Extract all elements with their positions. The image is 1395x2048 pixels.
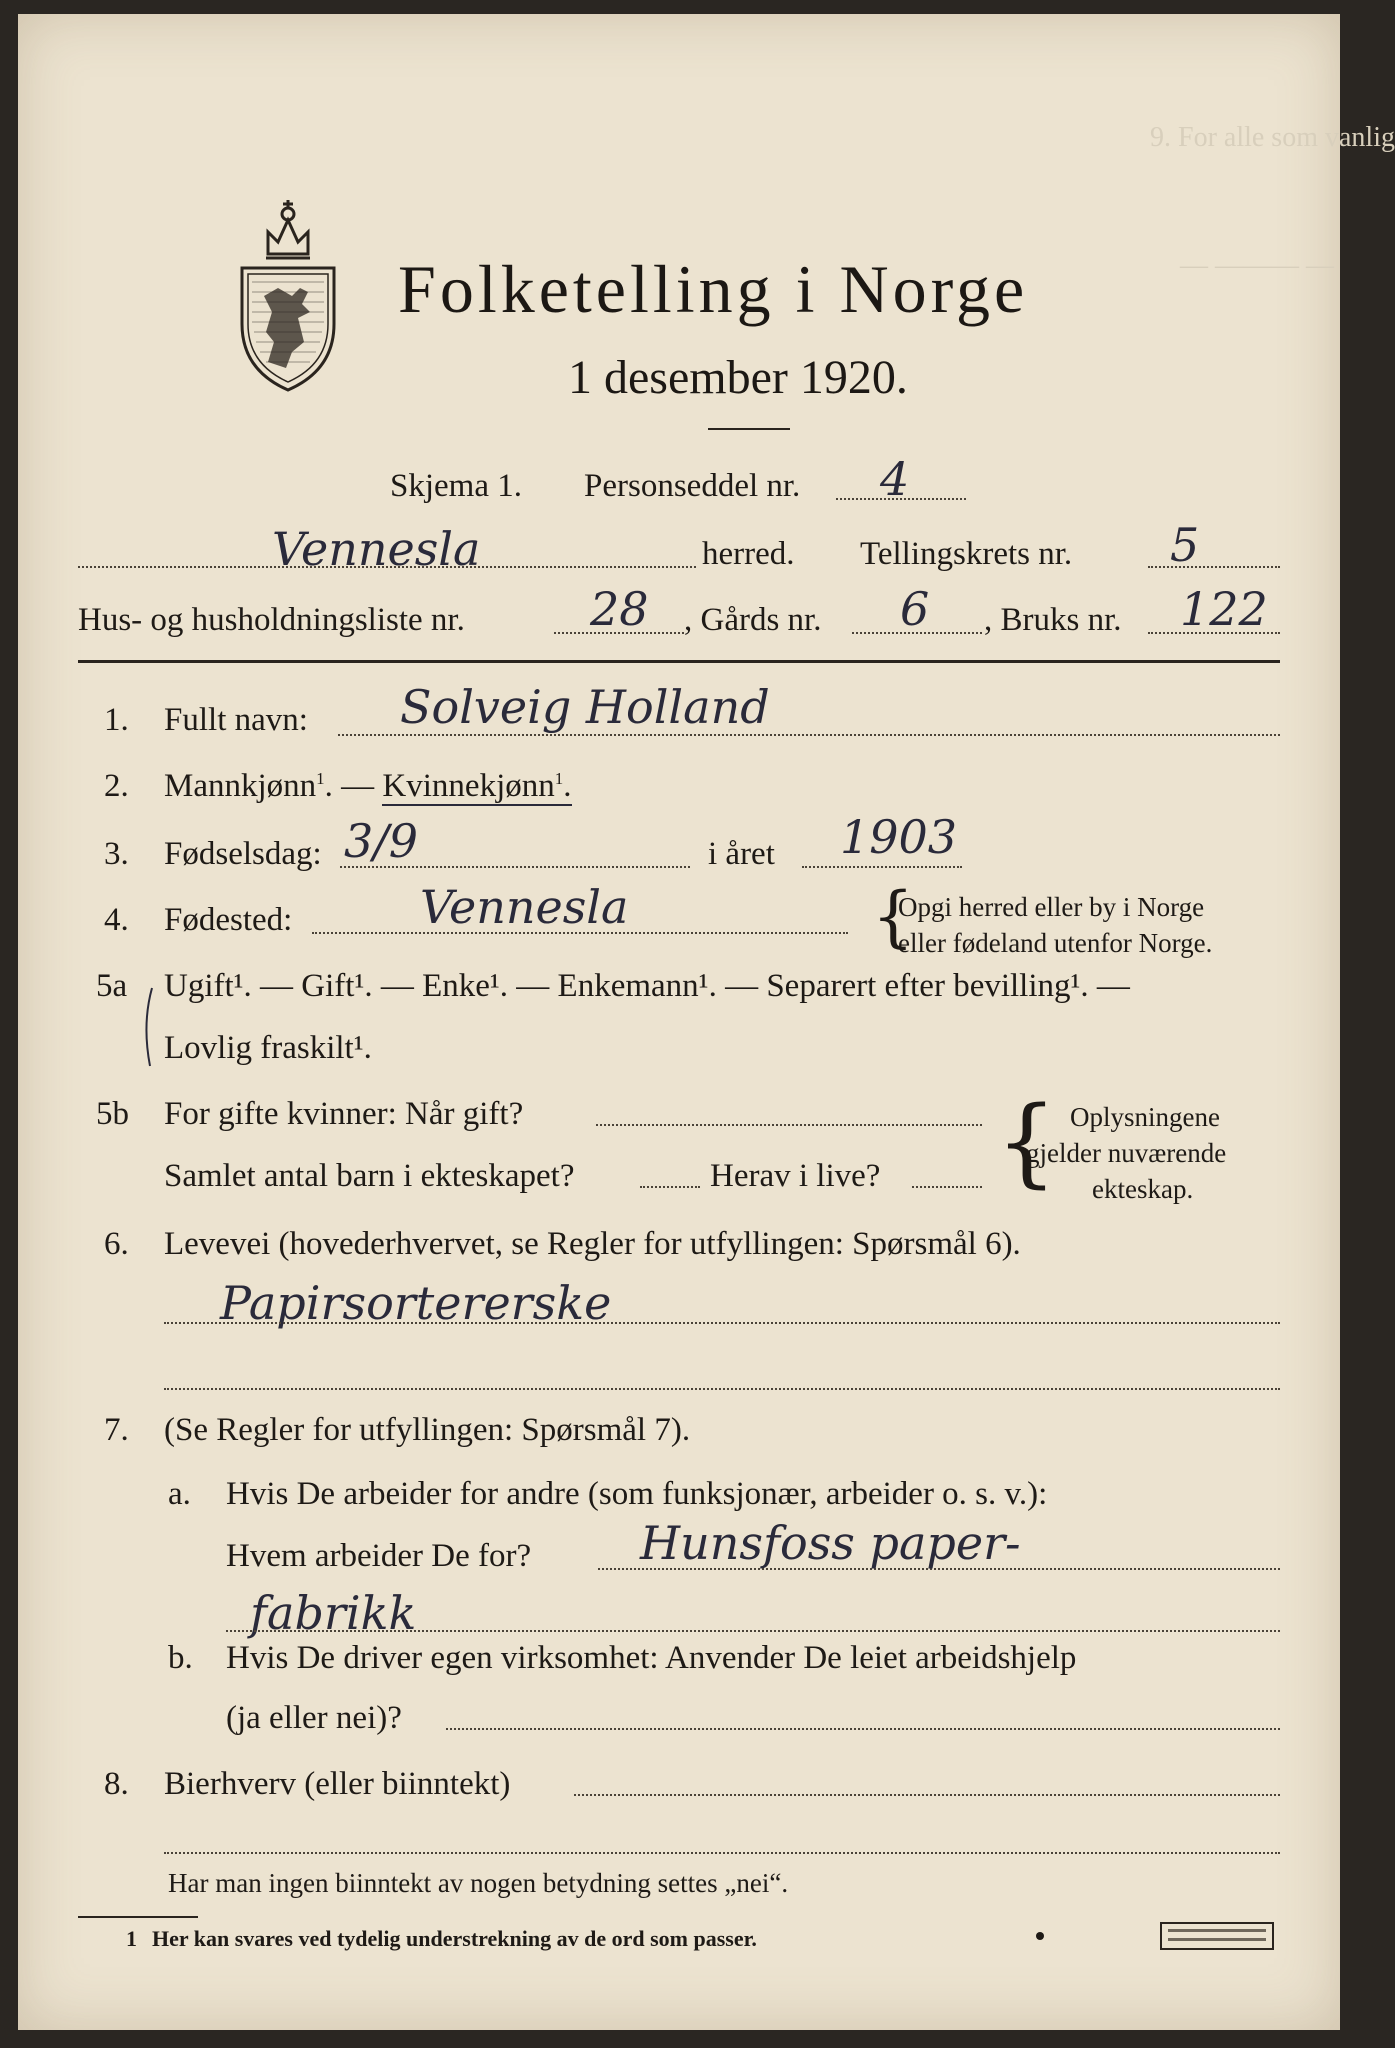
employer-value-line1[interactable]: Hunsfoss paper-: [640, 1516, 1021, 1570]
husliste-value[interactable]: 28: [590, 582, 649, 636]
birth-year-value[interactable]: 1903: [840, 810, 958, 864]
ink-dot: [1036, 1932, 1044, 1940]
option-male[interactable]: Mannkjønn: [164, 768, 317, 804]
tellingskrets-label: Tellingskrets nr.: [860, 536, 1073, 572]
q4-brace: {: [872, 878, 914, 955]
q8-label: Bierhverv (eller biinntekt): [164, 1766, 511, 1802]
personseddel-label: Personseddel nr.: [584, 468, 801, 504]
q4-note-line1: Opgi herred eller by i Norge: [898, 892, 1205, 922]
q7a-dotted-line-2: [226, 1630, 1280, 1632]
title-divider: [708, 428, 790, 430]
q7a-letter: a.: [168, 1476, 191, 1512]
q5b-alive-dotted-line: [912, 1186, 982, 1188]
gards-label: , Gårds nr.: [684, 602, 822, 638]
bleed-through-text: 9. For alle som vanlig: [1150, 122, 1395, 153]
herred-label: herred.: [702, 536, 795, 572]
birthplace-value[interactable]: Vennesla: [420, 880, 629, 934]
birthday-value[interactable]: 3/9: [344, 814, 419, 868]
q7b-label-yes-no: (ja eller nei)?: [226, 1700, 402, 1736]
q5b-brace: {: [996, 1086, 1058, 1198]
ugift-selection-mark: [140, 984, 340, 1074]
q7b-letter: b.: [168, 1640, 193, 1676]
q2-options: Mannkjønn$^1$. — Kvinnekjønn$^1$.: [164, 768, 572, 804]
q8-number: 8.: [104, 1766, 129, 1802]
q5b-label-alive: Herav i live?: [710, 1158, 881, 1194]
bruks-label: , Bruks nr.: [984, 602, 1122, 638]
schema-label: Skjema 1.: [390, 468, 522, 504]
q5a-number: 5a: [96, 968, 128, 1004]
footnote-text: Her kan svares ved tydelig understrekning av de ord som passer.: [152, 1926, 757, 1951]
option-female-underlined[interactable]: Kvinnekjønn$^1$.: [382, 768, 572, 804]
footnote-divider: [78, 1916, 198, 1918]
q5b-label-married: For gifte kvinner: Når gift?: [164, 1096, 524, 1132]
footnote-marker: 1: [126, 1926, 137, 1951]
q5b-number: 5b: [96, 1096, 129, 1132]
bleed-through-text: — ——— —: [1180, 250, 1334, 281]
q4-note-line2: eller fødeland utenfor Norge.: [898, 928, 1213, 958]
tellingskrets-dotted-line: [1148, 566, 1280, 568]
q8-dotted-line-1: [574, 1794, 1280, 1796]
tellingskrets-value[interactable]: 5: [1170, 518, 1200, 572]
full-name-value[interactable]: Solveig Holland: [400, 680, 770, 734]
q5b-married-dotted-line: [596, 1124, 982, 1126]
personseddel-value[interactable]: 4: [880, 452, 910, 506]
q5b-note-line1: Oplysningene: [1070, 1102, 1220, 1132]
herred-value[interactable]: Vennesla: [272, 522, 481, 576]
q1-label: Fullt navn:: [164, 702, 308, 738]
q4-number: 4.: [104, 902, 129, 938]
occupation-value[interactable]: Papirsortererske: [220, 1276, 612, 1330]
q5b-label-children: Samlet antal barn i ekteskapet?: [164, 1158, 575, 1194]
q5b-children-dotted-line: [640, 1186, 700, 1188]
no-income-note: Har man ingen biinntekt av nogen betydning settes „nei“.: [168, 1868, 789, 1898]
q5b-note-line2: gjelder nuværende: [1026, 1138, 1227, 1168]
q6-label: Levevei (hovederhvervet, se Regler for utfyllingen: Spørsmål 6).: [164, 1226, 1021, 1262]
q7a-label-employer: Hvem arbeider De for?: [226, 1538, 532, 1574]
q3-label: Fødselsdag:: [164, 836, 322, 872]
q5a-options-line2[interactable]: Lovlig fraskilt¹.: [164, 1030, 372, 1066]
printer-stamp-icon: [1160, 1922, 1274, 1950]
q7b-label: Hvis De driver egen virksomhet: Anvender De leiet arbeidshjelp: [226, 1640, 1077, 1676]
q6-number: 6.: [104, 1226, 129, 1262]
option-separator: . —: [324, 768, 375, 804]
q5b-note-line3: ekteskap.: [1092, 1174, 1194, 1204]
q3-number: 3.: [104, 836, 129, 872]
form-date: 1 desember 1920.: [568, 351, 908, 404]
q7a-label: Hvis De arbeider for andre (som funksjonær, arbeider o. s. v.):: [226, 1476, 1048, 1512]
q6-dotted-line-2: [164, 1388, 1280, 1390]
bruks-value[interactable]: 122: [1180, 582, 1268, 636]
norwegian-coat-of-arms-icon: [228, 192, 348, 392]
q1-number: 1.: [104, 702, 129, 738]
q3-year-label: i året: [708, 836, 775, 872]
q6-dotted-line-1: [164, 1322, 1280, 1324]
employer-value-line2[interactable]: fabrikk: [250, 1586, 417, 1640]
husliste-label: Hus- og husholdningsliste nr.: [78, 602, 465, 638]
q8-dotted-line-2: [164, 1852, 1280, 1854]
gards-value[interactable]: 6: [900, 582, 930, 636]
q5a-options[interactable]: Ugift¹. — Gift¹. — Enke¹. — Enkemann¹. — Separert efter bevilling¹. —: [164, 968, 1130, 1004]
q7-label: (Se Regler for utfyllingen: Spørsmål 7).: [164, 1412, 691, 1448]
q1-dotted-line: [338, 734, 1280, 736]
q4-label: Fødested:: [164, 902, 293, 938]
q7-number: 7.: [104, 1412, 129, 1448]
q7b-dotted-line: [446, 1728, 1280, 1730]
form-title: Folketelling i Norge: [398, 251, 1029, 327]
q2-number: 2.: [104, 768, 129, 804]
header-divider: [78, 660, 1280, 663]
q3-year-dotted-line: [802, 866, 962, 868]
option-female[interactable]: Kvinnekjønn: [382, 768, 555, 804]
